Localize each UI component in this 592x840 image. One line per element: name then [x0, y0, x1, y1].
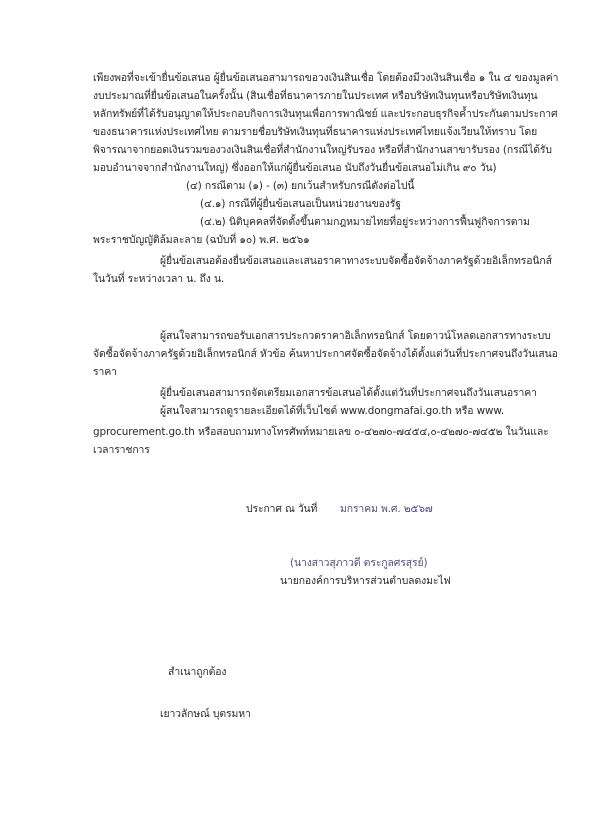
body-line: พระราชบัญญัติล้มละลาย (ฉบับที่ ๑๐) พ.ศ. ๒๕๖๑ [93, 234, 310, 246]
clause-4: (๔) กรณีตาม (๑) - (๓) ยกเว้นสำหรับกรณีดังต่อไปนี้ [186, 180, 415, 192]
clause-4-2: (๔.๒) นิติบุคคลที่จัดตั้งขึ้นตามกฎหมายไทยที่อยู่ระหว่างการฟื้นฟูกิจการตาม [200, 216, 530, 228]
body-line: เวลาราชการ [93, 444, 150, 456]
submission-time-line: ในวันที่ ระหว่างเวลา น. ถึง น. [93, 273, 225, 285]
website-line: ผู้สนใจสามารถดูรายละเอียดได้ที่เว็บไซต์ www.dongmafai.go.th หรือ www. [160, 405, 505, 417]
body-line: ราคา [93, 366, 117, 378]
body-line: จัดซื้อจัดจ้างภาครัฐด้วยอิเล็กทรอนิกส์ หัวข้อ ค้นหาประกาศจัดซื้อจัดจ้างได้ตั้งแต่วันที่ประกาศจนถึงวันเสนอ [93, 348, 558, 360]
contact-line: gprocurement.go.th หรือสอบถามทางโทรศัพท์หมายเลข ๐-๔๒๗๐-๗๔๕๔,๐-๔๒๗๐-๗๔๕๒ ในวันและ [93, 426, 549, 438]
body-line: ของธนาคารแห่งประเทศไทย ตามรายชื่อบริษัทเงินทุนที่ธนาคารแห่งประเทศไทยแจ้งเวียนให้ทราบ โดย [93, 126, 538, 138]
body-line: ผู้ยื่นข้อเสนอต้องยื่นข้อเสนอและเสนอราคาทางระบบจัดซื้อจัดจ้างภาครัฐด้วยอิเล็กทรอนิกส์ [160, 255, 552, 267]
body-line: เพียงพอที่จะเข้ายื่นข้อเสนอ ผู้ยื่นข้อเสนอสามารถขอวงเงินสินเชื่อ โดยต้องมีวงเงินสินเชื่อ ๑ ใน ๔ ของมูลค่า [93, 72, 559, 84]
signer-title: นายกองค์การบริหารส่วนตำบลดงมะไฟ [280, 575, 451, 587]
signer-name: (นางสาวสุภาวดี ตระกูลศรสุรย์) [290, 557, 428, 569]
body-line: พิจารณาจากยอดเงินรวมของวงเงินสินเชื่อที่สำนักงานใหญ่รับรอง หรือที่สำนักงานสาขารับรอง (กรณีได้รับ [93, 144, 552, 156]
certified-label: สำเนาถูกต้อง [168, 666, 227, 678]
body-line: ผู้ยื่นข้อเสนอสามารถจัดเตรียมเอกสารข้อเสนอได้ตั้งแต่วันที่ประกาศจนถึงวันเสนอราคา [160, 387, 537, 399]
body-line: หลักทรัพย์ที่ได้รับอนุญาตให้ประกอบกิจการเงินทุนเพื่อการพาณิชย์ และประกอบธุรกิจค้ำประกันตามประกาศ [93, 108, 558, 120]
body-line: มอบอำนาจจากสำนักงานใหญ่) ซึ่งออกให้แก่ผู้ยื่นข้อเสนอ นับถึงวันยื่นข้อเสนอไม่เกิน ๙๐ วัน) [93, 162, 497, 174]
announce-date: มกราคม พ.ศ. ๒๕๖๗ [340, 503, 433, 515]
body-line: งบประมาณที่ยื่นข้อเสนอในครั้งนั้น (สินเชื่อที่ธนาคารภายในประเทศ หรือบริษัทเงินทุนหรือบริษัทเงินทุน [93, 90, 538, 102]
body-line: ผู้สนใจสามารถขอรับเอกสารประกวดราคาอิเล็กทรอนิกส์ โดยดาวน์โหลดเอกสารทางระบบ [160, 330, 551, 342]
certifier-name: เยาวลักษณ์ บุตรมหา [160, 708, 251, 720]
clause-4-1: (๔.๑) กรณีที่ผู้ยื่นข้อเสนอเป็นหน่วยงานของรัฐ [200, 198, 401, 210]
announce-label: ประกาศ ณ วันที่ [246, 503, 318, 515]
